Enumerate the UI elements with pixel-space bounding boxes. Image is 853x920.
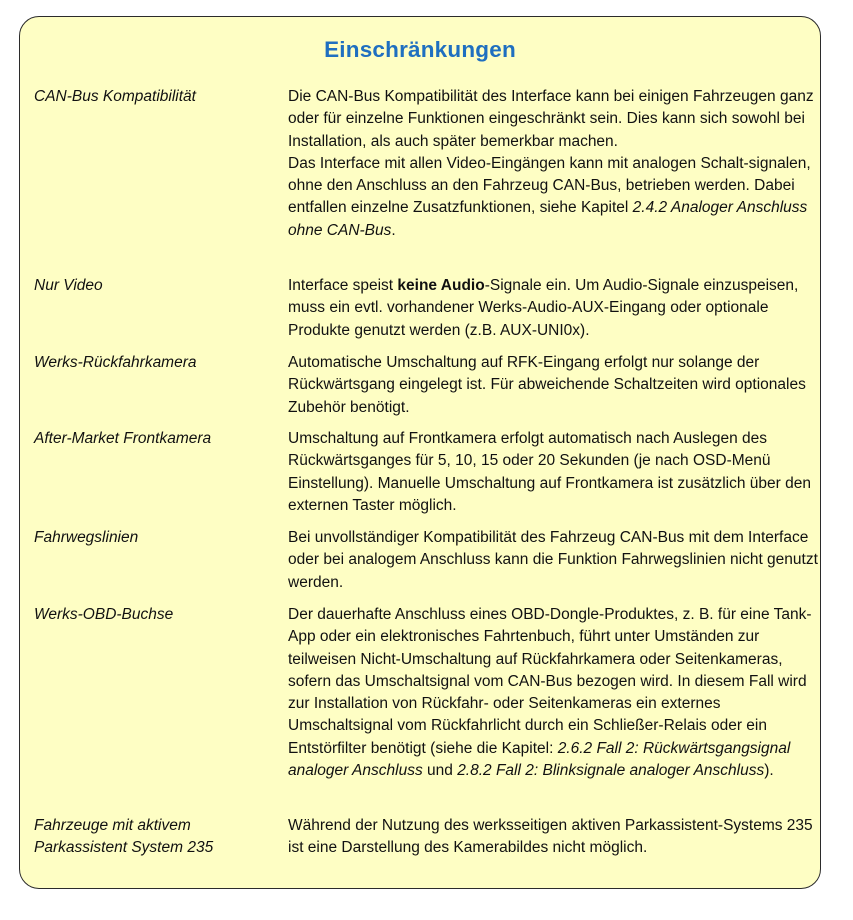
section-title: Einschränkungen	[324, 37, 516, 62]
row-description	[288, 815, 818, 860]
paragraph: Der dauerhafte Anschluss eines OBD-Dongle-Produktes, z. B. für eine Tank-App oder ein elektronisches Fahrtenbuch, führt unter Umständen zur teilweisen Nicht-Umschaltung auf Rückfahrkamera oder Seitenkameras, sofern das Umschaltsignal vom CAN-Bus bezogen wird. In diesem Fall wird zur Installation von Rückfahr- oder Seitenkameras ein externes Umschaltsignal vom Rückfahrlicht durch ein Schließer-Relais oder ein Entstörfilter benötigt (siehe die Kapitel: 2.6.2 Fall 2: Rückwärtsgangsignal analoger Anschluss und 2.8.2 Fall 2: Blinksignale analoger Anschluss).	[288, 606, 812, 780]
row-label: Fahrzeuge mit aktivem Parkassistent System 235	[34, 817, 214, 857]
row-description	[288, 604, 818, 782]
chapter-reference: 2.4.2 Analoger Anschluss ohne CAN-Bus	[288, 199, 808, 239]
row-description	[288, 352, 818, 419]
paragraph: Während der Nutzung des werksseitigen aktiven Parkassistent-Systems 235 ist eine Darstellung des Kamerabildes nicht möglich.	[288, 817, 813, 857]
row-label: Werks-OBD-Buchse	[34, 606, 174, 623]
paragraph: Umschaltung auf Frontkamera erfolgt automatisch nach Auslegen des Rückwärtsganges für 5, 10, 15 oder 20 Sekunden (je nach OSD-Menü Einstellung). Manuelle Umschaltung auf Frontkamera ist zusätzlich über den externen Taster möglich.	[288, 430, 811, 514]
paragraph: Die CAN-Bus Kompatibilität des Interface kann bei einigen Fahrzeugen ganz oder für einzelne Funktionen eingeschränkt sein. Dies kann sich sowohl bei Installation, als auch später bemerkbar machen.	[288, 88, 814, 150]
row-label: Werks-Rückfahrkamera	[34, 354, 197, 371]
row-label: Nur Video	[34, 277, 103, 294]
row-label: CAN-Bus Kompatibilität	[34, 88, 196, 105]
row-description	[288, 527, 818, 594]
paragraph: Automatische Umschaltung auf RFK-Eingang erfolgt nur solange der Rückwärtsgang eingelegt ist. Für abweichende Schaltzeiten wird optionales Zubehör benötigt.	[288, 354, 806, 416]
row-description	[288, 275, 818, 342]
restrictions-box	[19, 16, 821, 889]
paragraph: Bei unvollständiger Kompatibilität des Fahrzeug CAN-Bus mit dem Interface oder bei analogem Anschluss kann die Funktion Fahrwegslinien nicht genutzt werden.	[288, 529, 818, 591]
row-label: Fahrwegslinien	[34, 529, 139, 546]
chapter-reference: 2.6.2 Fall 2: Rückwärtsgangsignal analoger Anschluss	[288, 739, 791, 780]
row-label: After-Market Frontkamera	[34, 430, 212, 447]
row-description	[288, 86, 818, 242]
paragraph: Interface speist keine Audio-Signale ein. Um Audio-Signale einzuspeisen, muss ein evtl. vorhandener Werks-Audio-AUX-Eingang oder optionale Produkte genutzt werden (z.B. AUX-UNI0x).	[288, 277, 799, 339]
emphasis-text: keine Audio	[397, 277, 485, 294]
chapter-reference: 2.8.2 Fall 2: Blinksignale analoger Anschluss	[457, 762, 765, 780]
row-description	[288, 428, 818, 517]
paragraph: Das Interface mit allen Video-Eingängen kann mit analogen Schalt-signalen, ohne den Anschluss an den Fahrzeug CAN-Bus, betrieben werden. Dabei entfallen einzelne Zusatzfunktionen, siehe Kapitel 2.4.2 Analoger Anschluss ohne CAN-Bus.	[288, 154, 811, 239]
